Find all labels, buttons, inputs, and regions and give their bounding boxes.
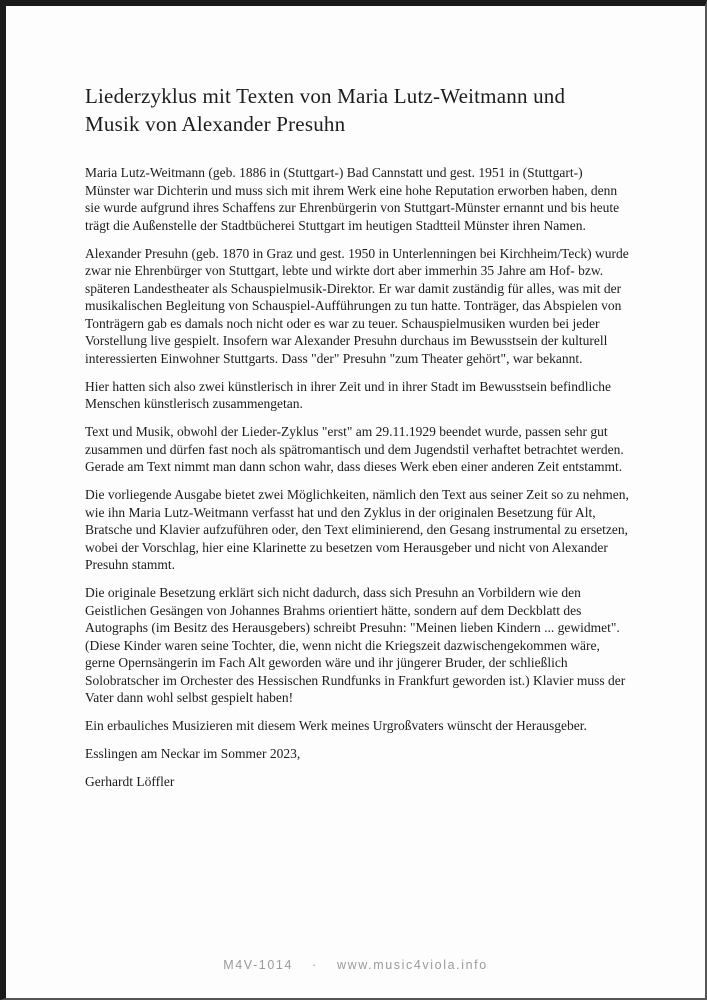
paragraph-9: Gerhardt Löffler xyxy=(85,774,175,789)
footer-separator: · xyxy=(312,958,318,972)
paragraph-3: Hier hatten sich also zwei künstlerisch in ihrer Zeit und in ihrer Stadt im Bewusstsein befindliche Menschen künstlerisch zusammengetan. xyxy=(85,378,611,411)
paragraph-4: Text und Musik, obwohl der Lieder-Zyklus "erst" am 29.11.1929 beendet wurde, passen sehr gut zusammen und dürfen fast noch als spätromantisch und dem Jugendstil verhaftet betrachtet werden. Gerade am Text nimmt man dann schon wahr, dass dieses Werk eben einer anderen Zeit entstammt. xyxy=(85,424,624,474)
website-url: www.music4viola.info xyxy=(336,958,488,972)
paragraph-2: Alexander Presuhn (geb. 1870 in Graz und gest. 1950 in Unterlenningen bei Kirchheim/Teck) wurde zwar nie Ehrenbürger von Stuttgart, lebte und wirkte dort aber immerhin 35 Jahre am Hof- bzw. späteren Landestheater als Schauspielmusik-Direktor. Er war damit zuständig für alles, was mit der musikalischen Begleitung von Schauspiel-Aufführungen zu tun hatte. Tonträger, das Abspielen von Tonträgern gab es damals noch nicht oder es war zu teuer. Schauspielmusiken wurden bei jeder Vorstellung live gespielt. Insofern war Alexander Presuhn durchaus im Bewusstsein der kulturell interessierten Einwohner Stuttgarts. Dass "der" Presuhn "zum Theater gehört", war bekannt. xyxy=(85,245,629,366)
document-content xyxy=(85,82,630,801)
paragraph-8: Esslingen am Neckar im Sommer 2023, xyxy=(85,746,301,761)
page-title: Liederzyklus mit Texten von Maria Lutz-Weitmann und Musik von Alexander Presuhn xyxy=(85,84,566,136)
paragraph-6: Die originale Besetzung erklärt sich nicht dadurch, dass sich Presuhn an Vorbildern wie den Geistlichen Gesängen von Johannes Brahms orientiert hätte, sondern auf dem Deckblatt des Autographs (im Besitz des Herausgebers) schreibt Presuhn: "Meinen lieben Kindern ... gewidmet". (Diese Kinder waren seine Tochter, die, wenn nicht die Kriegszeit dazwischengekommen wäre, gerne Opernsängerin im Fach Alt geworden wäre und ihr jüngerer Bruder, der schließlich Solobratscher im Orchester des Hessischen Rundfunks in Frankfurt geworden ist.) Klavier muss der Vater dann wohl selbst gespielt haben! xyxy=(85,585,626,705)
paragraph-5: Die vorliegende Ausgabe bietet zwei Möglichkeiten, nämlich den Text aus seiner Zeit so zu nehmen, wie ihn Maria Lutz-Weitmann verfasst hat und den Zyklus in der originalen Besetzung für Alt, Bratsche und Klavier aufzuführen oder, den Text eliminierend, den Gesang instrumental zu ersetzen, wobei der Vorschlag, hier eine Klarinette zu besetzen vom Herausgeber und nicht von Alexander Presuhn stammt. xyxy=(85,487,629,572)
page-footer xyxy=(6,958,705,972)
document-body xyxy=(85,164,630,791)
paragraph-7: Ein erbauliches Musizieren mit diesem Werk meines Urgroßvaters wünscht der Herausgeber. xyxy=(85,718,587,733)
paragraph-1: Maria Lutz-Weitmann (geb. 1886 in (Stuttgart-) Bad Cannstatt und gest. 1951 in (Stuttgart-) Münster war Dichterin und muss sich mit ihrem Werk eine hohe Reputation erworben haben, denn sie wurde aufgrund ihres Schaffens zur Ehrenbürgerin von Stuttgart-Münster ernannt und bis heute trägt die Außenstelle der Stadtbücherei Stuttgart im heutigen Stadtteil Münster ihren Namen. xyxy=(85,165,620,233)
catalog-number: M4V-1014 xyxy=(223,958,294,972)
